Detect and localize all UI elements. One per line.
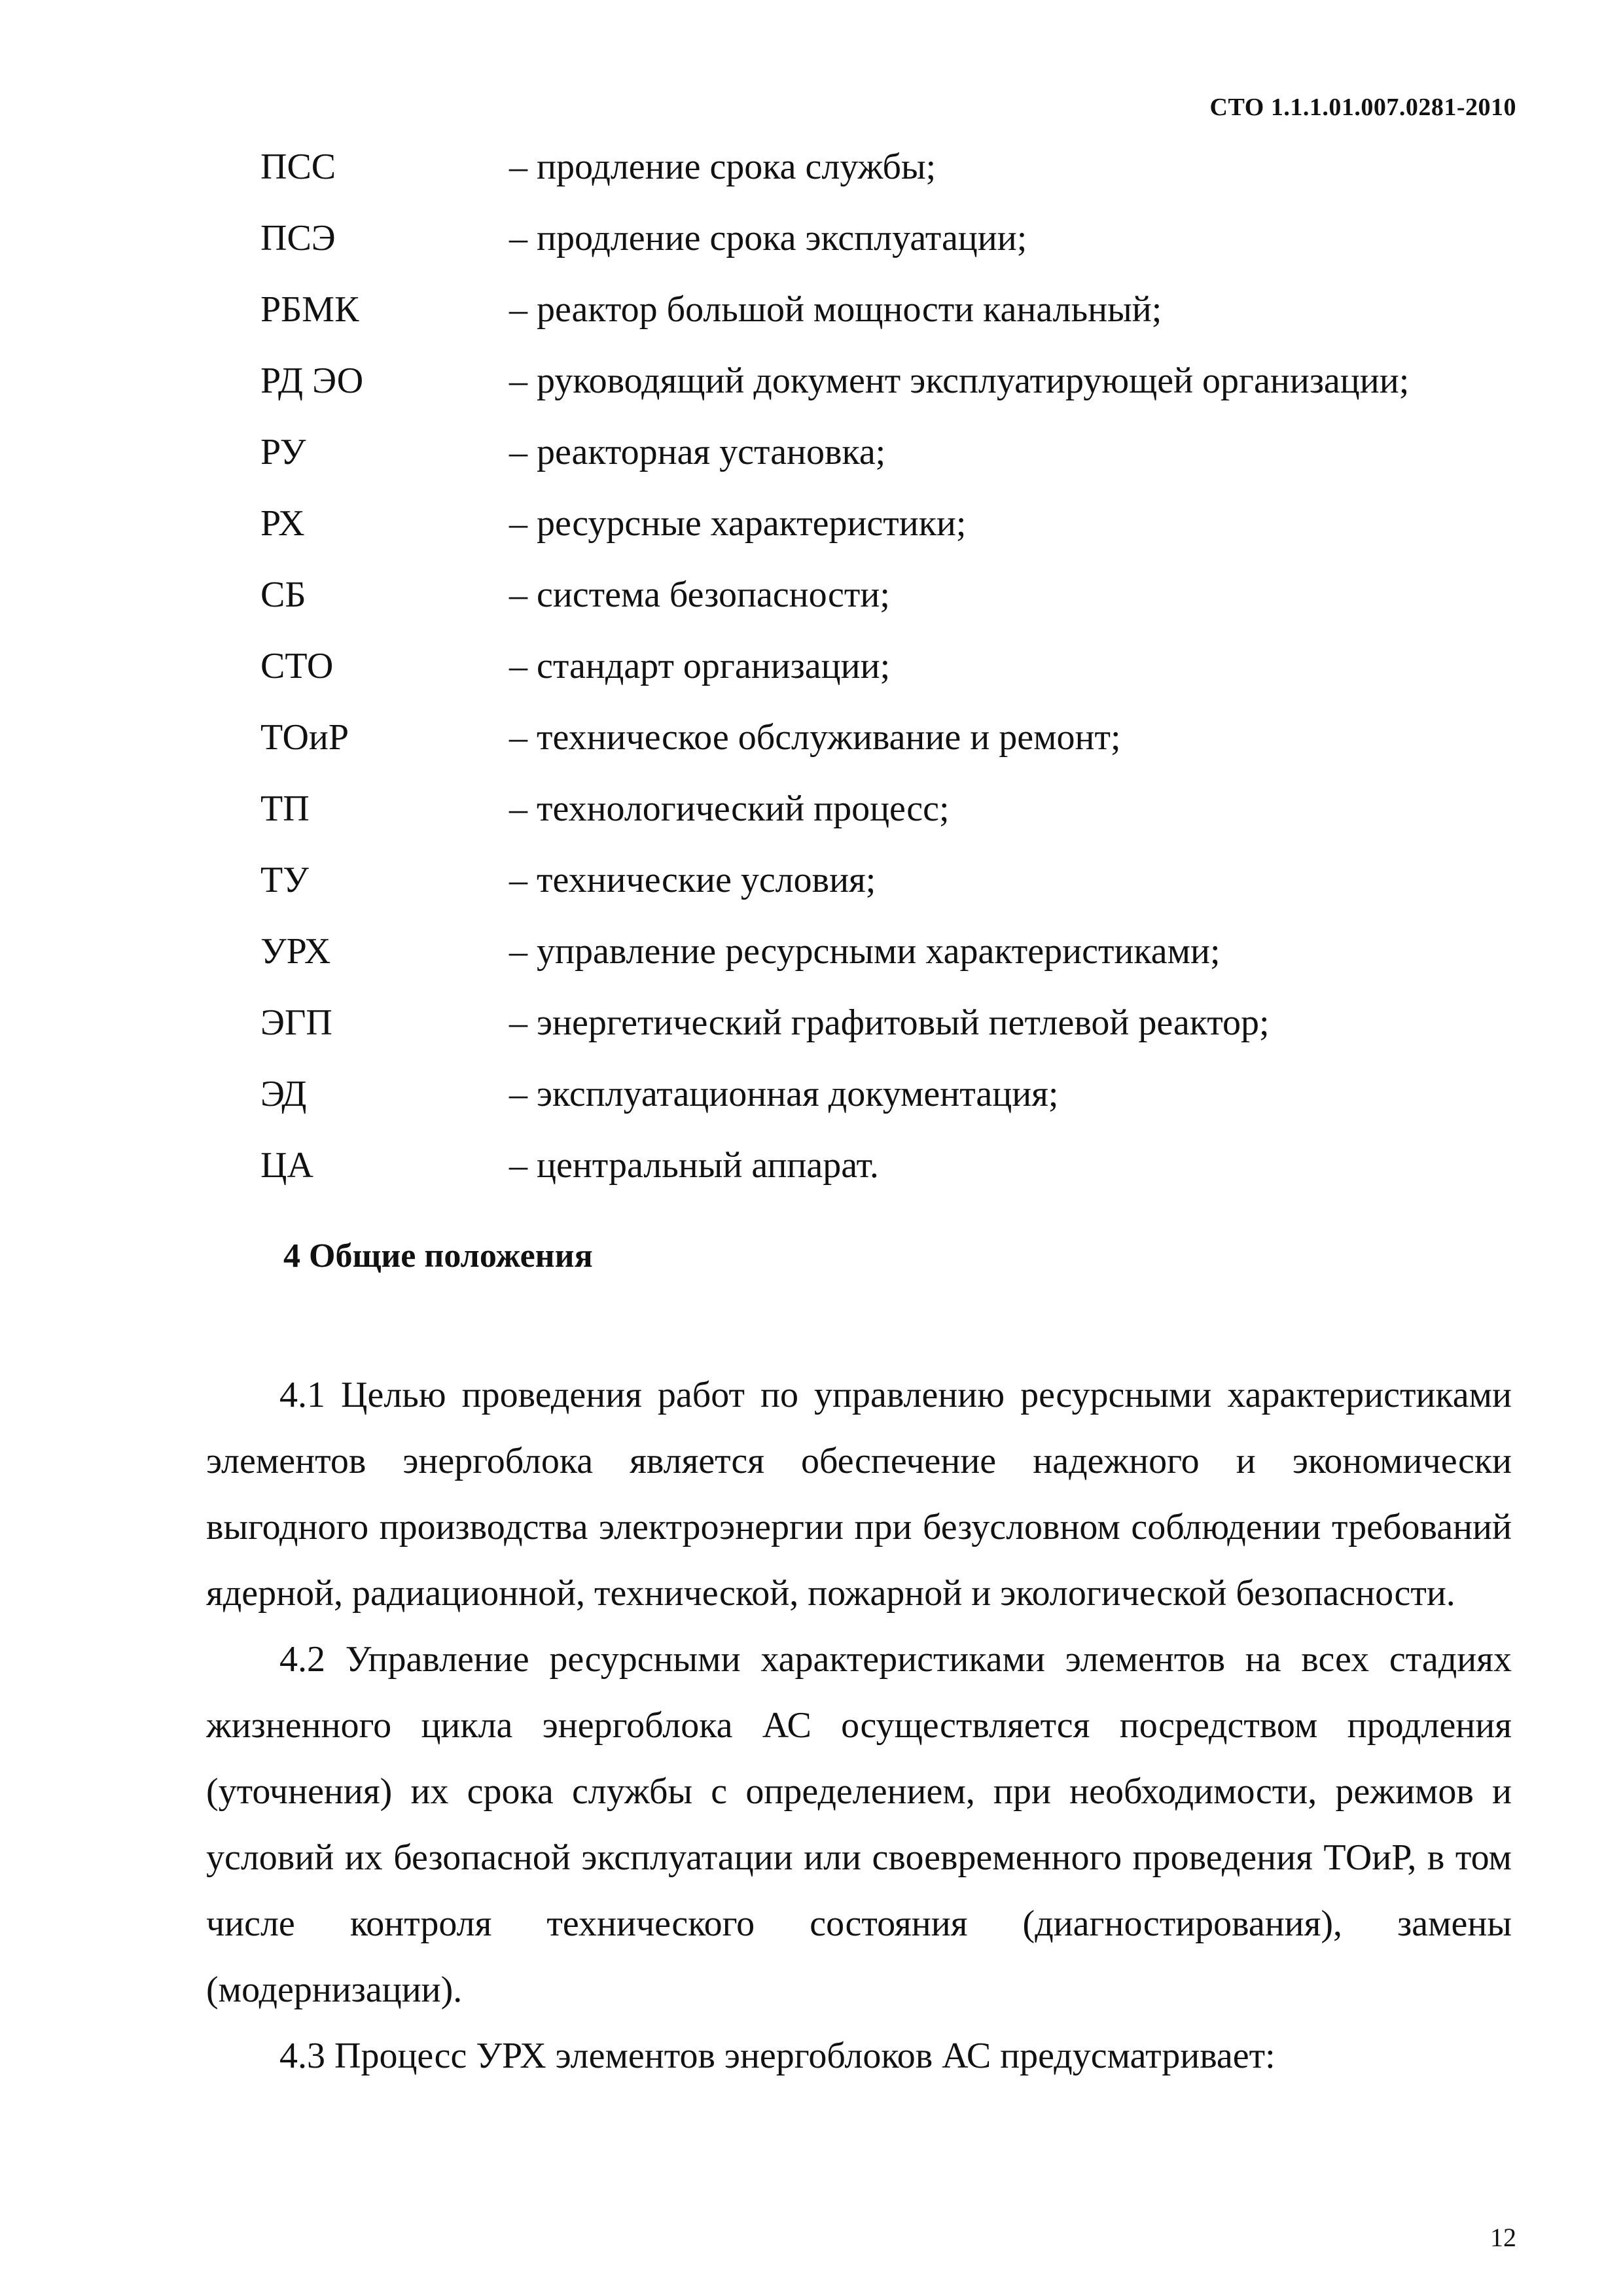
abbreviation-definition: – система безопасности; (509, 574, 890, 615)
abbreviation-row (260, 1129, 1537, 1201)
abbreviation-code: СБ (260, 574, 306, 615)
abbreviation-row (260, 202, 1537, 274)
abbreviation-code: РХ (260, 503, 305, 544)
abbreviation-row (260, 701, 1537, 773)
abbreviation-code: УРХ (260, 930, 331, 972)
abbreviation-code: ТОиР (260, 716, 349, 758)
abbreviation-code: РУ (260, 431, 306, 472)
abbreviation-definition: – продление срока эксплуатации; (509, 217, 1027, 258)
abbreviation-code: РД ЭО (260, 360, 364, 401)
abbreviation-definition: – энергетический графитовый петлевой реактор; (509, 1002, 1270, 1043)
abbreviation-definition: – продление срока службы; (509, 146, 936, 187)
abbreviation-definition: – технические условия; (509, 859, 876, 900)
abbreviation-row (260, 1058, 1537, 1129)
page-number: 12 (1490, 2223, 1516, 2252)
document-code: СТО 1.1.1.01.007.0281-2010 (1209, 94, 1516, 121)
abbreviation-row (260, 487, 1537, 559)
abbreviation-code: ПСЭ (260, 217, 336, 258)
abbreviation-row (260, 773, 1537, 844)
abbreviation-code: ЭД (260, 1073, 307, 1114)
paragraph-4-2: 4.2 Управление ресурсными характеристиками элементов на всех стадиях жизненного цикла энергоблока АС осуществляется посредством продления (уточнения) их срока службы с определением, при необходимости, режимов и условий их безопасной эксплуатации или своевременного проведения ТОиР, в том числе контроля технического состояния (диагностирования), замены (модернизации). (206, 1639, 1512, 2010)
abbreviation-definition: – руководящий документ эксплуатирующей организации; (509, 360, 1410, 401)
abbreviation-definition: – эксплуатационная документация; (509, 1073, 1059, 1114)
abbreviation-definition: – центральный аппарат. (509, 1144, 879, 1186)
abbreviation-row (260, 416, 1537, 487)
abbreviation-code: ПСС (260, 146, 336, 187)
abbreviation-definition: – ресурсные характеристики; (509, 503, 967, 544)
abbreviation-row (260, 345, 1537, 416)
abbreviation-definition: – реактор большой мощности канальный; (509, 289, 1162, 330)
abbreviation-code: ТП (260, 788, 310, 829)
abbreviation-code: ЦА (260, 1144, 313, 1186)
abbreviation-list (260, 131, 1537, 1201)
abbreviation-definition: – управление ресурсными характеристиками; (509, 930, 1221, 972)
abbreviation-row (260, 844, 1537, 915)
abbreviation-definition: – стандарт организации; (509, 645, 891, 686)
paragraph-4-3: 4.3 Процесс УРХ элементов энергоблоков АС предусматривает: (279, 2036, 1275, 2076)
section-body (206, 1362, 1512, 2089)
abbreviation-code: РБМК (260, 289, 359, 330)
abbreviation-row (260, 559, 1537, 630)
abbreviation-definition: – технологический процесс; (509, 788, 950, 829)
abbreviation-code: СТО (260, 645, 334, 686)
abbreviation-row (260, 274, 1537, 345)
abbreviation-row (260, 987, 1537, 1058)
abbreviation-definition: – техническое обслуживание и ремонт; (509, 716, 1121, 758)
section-heading: 4 Общие положения (283, 1237, 593, 1275)
abbreviation-row (260, 131, 1537, 202)
abbreviation-code: ТУ (260, 859, 309, 900)
abbreviation-row (260, 630, 1537, 701)
abbreviation-definition: – реакторная установка; (509, 431, 886, 472)
abbreviation-row (260, 915, 1537, 987)
abbreviation-code: ЭГП (260, 1002, 332, 1043)
paragraph-4-1: 4.1 Целью проведения работ по управлению ресурсными характеристиками элементов энергоблока является обеспечение надежного и экономически выгодного производства электроэнергии при безусловном соблюдении требований ядерной, радиационной, технической, пожарной и экологической безопасности. (206, 1375, 1512, 1614)
